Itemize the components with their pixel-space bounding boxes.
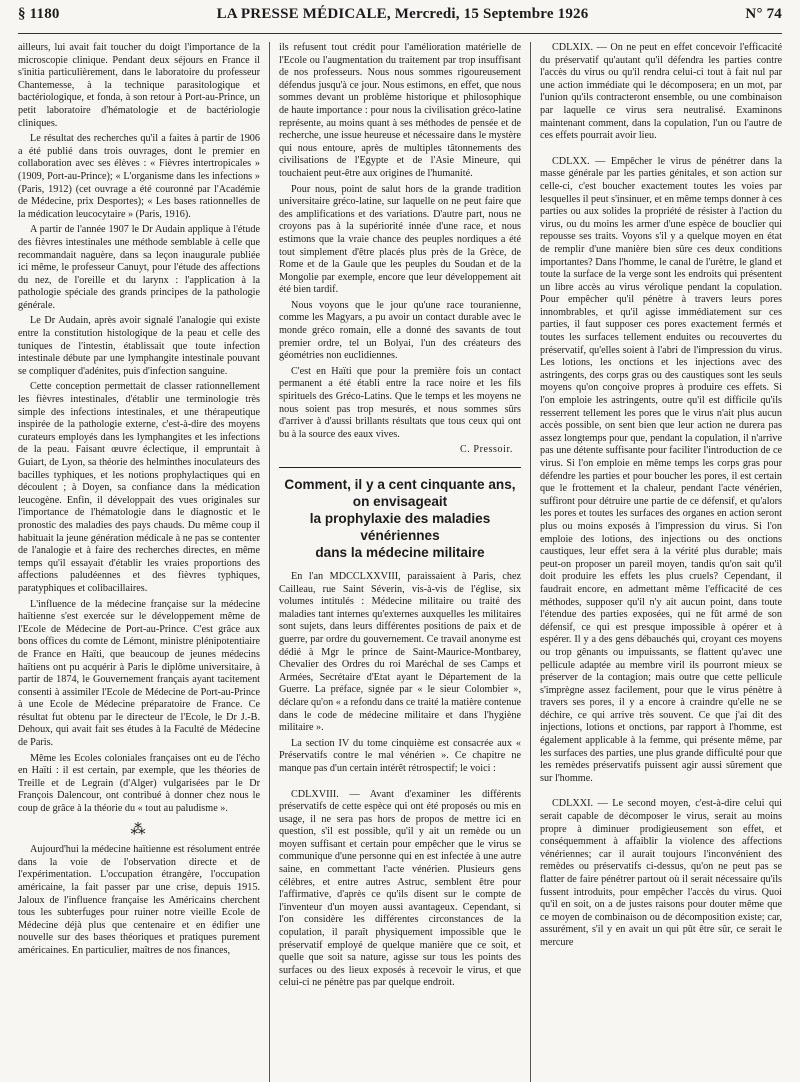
- article-columns: [18, 42, 782, 1082]
- article-title-line: la prophylaxie des maladies vénériennes: [309, 511, 491, 543]
- spacer: [540, 788, 782, 798]
- section-separator: ⁂: [130, 821, 148, 838]
- paragraph: En l'an MDCCLXXVIII, paraissaient à Paris, chez Cailleau, rue Saint Séverin, vis-à-vis de l'église, six volumes intitulés : Médecine militaire ou traité des maladies tant internes qu'externes auxquelles les militaires sont sujets, dans leurs différentes positions de paix et de guerre, par ordre du gouvernement. Ce travail anonyme est dédié à Mgr le prince de Saint-Maurice-Montbarey, Chevalier des Ordres du roi Maréchal de ses Camps et Armées, Secrétaire d'Etat ayant le Département de la Guerre. La préface, signée par « le sieur Colombier », déclare qu'on « a refondu dans ce traité la matière contenue dans le code de médecine militaire et dans l'hygiène militaire ».: [279, 571, 521, 734]
- column-2: [269, 42, 530, 1082]
- article-title-line: Comment, il y a cent cinquante ans,: [284, 477, 516, 492]
- issue-number: N° 74: [745, 6, 782, 22]
- column-3: [530, 42, 782, 1082]
- journal-title: LA PRESSE MÉDICALE, Mercredi, 15 Septembre 1926: [216, 6, 589, 22]
- paragraph: Même les Ecoles coloniales françaises ont eu de l'écho en Haïti : il est certain, par exemple, que les théories de Treille et de Legrain (d'Alger) vulgarisées par le Dr François Dalencour, ont contribué à donner chez nous le coup de grâce à la théorie du « tout au paludisme ».: [18, 752, 260, 815]
- spacer: [279, 779, 521, 789]
- paragraph: Aujourd'hui la médecine haïtienne est résolument entrée dans la voie de l'observation directe et de l'expérimentation. L'occupation étrangère, l'occupation américaine, la fait passer par une crise, depuis 1915. Jaloux de l'influence française les Américains cherchent tous les subterfuges pour ruiner notre vieille Ecole de Médecine déjà plus que centenaire et en édifier une nouvelle sur des bases théoriques et pratiques purement américaines. En particulier, maîtres de nos finances,: [18, 844, 260, 956]
- paragraph: CDLXIX. — On ne peut en effet concevoir l'efficacité du préservatif qu'autant qu'il défendra les parties contre l'accès du virus ou qu'il rendra celui-ci tout à fait nul par une action immédiate qui le décomposera; en un mot, par l'union qu'ils contracteront ensemble, ou une combinaison par laquelle ce virus sera neutralisé. Examinons maintenant comment, dans la copulation, l'un ou l'autre de ces effets pourrait avoir lieu.: [540, 42, 782, 142]
- paragraph: CDLXX. — Empêcher le virus de pénétrer dans la masse générale par les parties génitales, et son action sur celle-ci, c'est boucher exactement toutes les voies par lesquelles il peut s'insinuer, et en même temps donner à ces parties ou aux solides la propriété de résister à l'action du virus, ou du moins les armer d'une espèce de bouclier qui repousse ses traits. Voyons s'il y a quelque moyen en état de remplir d'une manière bien sûre ces deux conditions importantes? Dans l'homme, le canal de l'urètre, le gland et toute la surface de la verge sont les endroits qui présentent un libre accès au virus vérolique pendant la copulation. Pour empêcher qu'il pénètre à travers leurs pores innombrables, et qu'il agisse immédiatement sur ces parties, il faut supposer ces pores exactement fermés et toutes les surfaces tellement enduites ou recouvertes du préservatif, qu'elles soient à l'abri de l'impression du virus. Les lotions, les onctions et les injections avec des astringents, des corps gras ou des caustiques sont les seuls moyens qu'on conçoive propres à produire ces effets. Si l'on emploie les astringents, outre qu'il est difficile qu'ils resserrent tellement les pores que le virus n'ait plus aucun accès possible, on sent bien que leur action ne durera pas assez longtemps pour que, pendant la copulation, il n'arrive pas une détente suffisante pour faciliter l'introduction de ce virus. Si l'on emploie en même temps les corps gras pour défendre les parties et pour boucher les pores, il est certain que le frottement et la chaleur, pendant l'acte vénérien, suffiront pour détruire une partie de ce défensif, et qu'alors les pores et toutes les surfaces des organes en action seront plus ou moins exposés à l'impression du virus. Si l'on emploie des lotions, des injections ou des onctions caustiques, leur effet sera à la vérité plus durable; mais peut-on proposer un pareil moyen, tandis qu'on sait qu'il doit produire les effets les plus cruels? Cependant, il faudrait encore, en admettant même l'efficacité de ces méthodes, supposer qu'il n'y ait aucun point, dans toute l'étendue des parties exposées, qui ne fût armé de son défensif, ce qui est presque impossible à opérer et à espérer. Il y a des gens débauchés qui, croyant ces moyens ou trop gênants ou impuissants, se flattent qu'avec une pellicule adaptée au membre viril ils pourront mieux se préserver de la contagion; mais outre que cette pellicule s'imprègne assez facilement, pour que le virus pénètre à travers ses pores, il y a encore à craindre qu'elle ne se déchire, ce qui arrive très souvent. Ce que j'ai dit des injections, lotions et onctions, par rapport à l'homme, est également applicable à la femme, qui présente même, par les surfaces des parties, une plus grande difficulté pour que les remèdes préservatifs puissent agir aussi sûrement que sur l'homme.: [540, 155, 782, 784]
- column-1: [18, 42, 269, 1082]
- paragraph: ailleurs, lui avait fait toucher du doigt l'importance de la microscopie clinique. Pendant deux séjours en France il s'initia particulièrement, dans le laboratoire du professeur Chantemesse, à la technique parasitologique et bactériologique, et fonda, à son retour à Port-au-Prince, un petit laboratoire d'hématologie et de bactériologie cliniques.: [18, 42, 260, 129]
- paragraph: Cette conception permettait de classer rationnellement les fièvres intestinales, d'établir une terminologie très simple des infections intestinales, et une thérapeutique inspirée de la pathologie externe, c'est-à-dire des moyens curateurs employés dans les lymphangites et les infections de la peau. Faisant œuvre éclectique, il empruntait à Guiart, de Lyon, sa théorie des helminthes inoculateurs des bacilles typhiques, et les notions prophylactiques qui en découlent ; à Doyen, sa confiance dans la médication leucogène. Enfin, il développait des vues originales sur l'importance de l'hématologie dans le diagnostic et le pronostic des maladies des pays chauds. Du même coup il habituait la jeune génération médicale à ne pas se contenter de l'analogie et à faire des recherches directes, en même temps qu'il essayait d'établir les vraies proportions des affections paludéennes et des fièvres typhiques, paratyphiques et colibacillaires.: [18, 381, 260, 594]
- paragraph: L'influence de la médecine française sur la médecine haïtienne s'est exercée sur le développement même de l'Ecole de Médecine de Port-au-Prince. C'est grâce aux bons offices du comte de Lémont, ministre plénipotentiaire de France en Haïti, que beaucoup de jeunes médecins haïtiens ont pu acquérir à Paris le diplôme universitaire, à partir de 1874, le Gouvernement français ayant tacitement consenti à assimiler l'Ecole de Médecine de Port-au-Prince à une Ecole de Médecine préparatoire de France. Ce résultat fut obtenu par le directeur de l'Ecole, le Dr J.-B. Dehoux, qui avait fait ses études à la Faculté de Médecine de Paris.: [18, 598, 260, 749]
- page-number: § 1180: [18, 6, 60, 22]
- paragraph: A partir de l'année 1907 le Dr Audain applique à l'étude des fièvres intestinales une méthode semblable à celle que recommandait naguère, dans sa leçon inaugurale publiée ici même, le professeur Canuyt, pour l'étude des affections du nez, de l'oreille et du larynx : l'application à la pathologie spéciale des grands principes de la pathologie générale.: [18, 224, 260, 311]
- article-title-line: dans la médecine militaire: [315, 545, 485, 560]
- paragraph: Pour nous, point de salut hors de la grande tradition universitaire gréco-latine, sur laquelle on ne peut faire que des amplifications et des variations. D'autre part, nous ne croyons pas à la supériorité innée d'une race, et nous estimons que la vraie chance des peuples nordiques a été tout simplement d'être placés plus près de la Grèce, de Rome et de la Gaule que les peuples du Soudan et de la Mongolie par exemple, encore que leur développement ait été bien tardif.: [279, 183, 521, 296]
- paragraph: Le Dr Audain, après avoir signalé l'analogie qui existe entre la constitution histologique de la peau et celle des tuniques de l'intestin, établissait que toute infection intestinale débute par une lymphangite intestinale pouvant se compliquer d'adénites, puis d'infection sanguine.: [18, 315, 260, 377]
- author-signature: C. Pressoir.: [459, 444, 513, 456]
- article-title-line: on envisageait: [352, 494, 448, 509]
- paragraph: Le résultat des recherches qu'il a faites à partir de 1906 a été publié dans trois ouvrages, dont le premier en collaboration avec ses élèves : « Fièvres intertropicales » (1909, Port-au-Prince); « L'organisme dans les infections » (Paris, 1912) (cet ouvrage a été couronné par l'Académie de Médecine, prix Desportes); « Les bases rationnelles de la médication leucocytaire » (Paris, 1916).: [18, 133, 260, 220]
- article-divider: [279, 467, 521, 468]
- paragraph: Nous voyons que le jour qu'une race touranienne, comme les Magyars, a pu avoir un contact durable avec le monde gréco romain, elle a donné des savants de tout premier ordre, tel un Bolyai, l'un des créateurs des géométries non euclidiennes.: [279, 299, 521, 362]
- paragraph: C'est en Haïti que pour la première fois un contact permanent a été établi entre la race noire et les fils spirituels des Gréco-Latins. Que le temps et les moyens ne nous soient pas trop mesurés, et nous sommes sûrs d'arriver à d'aussi brillants résultats que tous ceux qui ont bu à la source des eaux vives.: [279, 365, 521, 440]
- paragraph: CDLXVIII. — Avant d'examiner les différents préservatifs de cette espèce qui ont été proposés ou mis en usage, il ne sera pas hors de propos de mettre ici en question, s'il est possible, qu'il y ait un remède ou un moyen suffisant et certain pour empêcher que le virus se communique d'une personne qui en est infectée à une autre saine, en commettant l'acte vénérien. Plusieurs gens célèbres, et entre autres Astruc, semblent être pour l'affirmative, d'après ce qu'ils disent sur le compte de l'inventeur d'un moyen aussi avantageux. Cependant, si l'on considère les différentes circonstances de la copulation, il paraît physiquement impossible que le préservatif employé de quelque manière que ce soit, et quelle que soit sa nature, agisse sur tous les points des surfaces ou des lieux exposés à recevoir le virus, et que celui-ci ne pénètre pas par quelque endroit.: [279, 788, 521, 989]
- paragraph: CDLXXI. — Le second moyen, c'est-à-dire celui qui serait capable de décomposer le virus, serait au moins propre à diminuer prodigieusement son effet, et conséquemment à affaiblir la violence des affections vénériennes; car il aurait toujours l'inconvénient des remèdes ou préservatifs ci-dessus, qu'on ne peut pas se flatter de faire pénétrer partout où il serait nécessaire qu'ils fussent introduits, pour empêcher l'accès du virus. Quoi qu'il en soit, on a de justes raisons pour douter même que ce moyen de combinaison ou de décomposition existe; car, assurément, s'il y en avait un qui pût être sûr, ce serait le mercure: [540, 798, 782, 948]
- article-title: [279, 476, 521, 561]
- spacer: [540, 146, 782, 156]
- page-header: [18, 6, 782, 34]
- paragraph: La section IV du tome cinquième est consacrée aux « Préservatifs contre le mal vénérien ». Ce chapitre ne manque pas d'un certain intérêt rétrospectif; le voici :: [279, 737, 521, 774]
- paragraph: ils refusent tout crédit pour l'amélioration matérielle de l'Ecole ou l'augmentation du traitement par trop insuffisant de nos professeurs. Nous nous sommes rigoureusement défendus jusqu'à ce jour. Nous estimons, en effet, que nous sommes devant un problème historique et philosophique de haute importance : pour nous la civilisation gréco-latine représente, au moins quant à ses méthodes de pensée et de recherche, une issue heureuse et nécessaire dans le mystère qui nous entoure, après de multiples tâtonnements des civilisations de l'Egypte et de l'Asie Mineure, qui touchaient peut-être aux origines de l'humanité.: [279, 42, 521, 179]
